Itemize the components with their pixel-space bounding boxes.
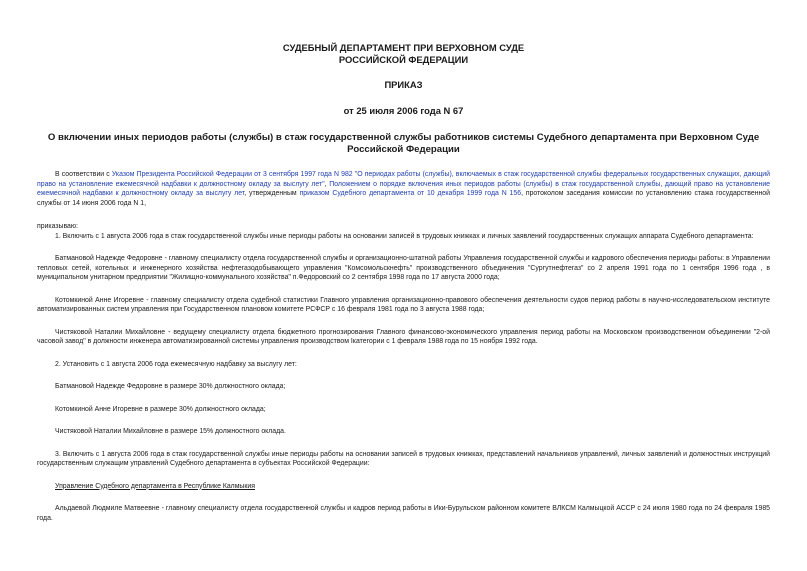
preamble-text-2: , [324, 180, 330, 188]
department-order-link[interactable]: приказом Судебного департамента от 10 декабря 1999 года N 156 [299, 190, 522, 197]
preamble-text-3: , утвержденным [244, 190, 300, 197]
bonus-kotomkina: Котомкиной Анне Игоревне в размере 30% должностного оклада; [55, 405, 266, 413]
order-heading: ПРИКАЗ [384, 79, 423, 90]
decree-link[interactable]: Указом Президента Российской Федерации от 3 сентября 1997 года N 982 [111, 171, 353, 178]
paragraph-chistyakova: Чистяковой Наталии Михайловне - ведущему специалисту отдела бюджетного прогнозирования Главного финансово-экономического управления период работы на Московском производственном объединении "2-ой часовой завод" в должности инженера автоматизированной системы управления производством Iкатегории с 1 февраля 1988 года по 15 ноября 1992 года. [37, 328, 770, 345]
paragraph-2: 2. Установить с 1 августа 2006 года ежемесячную надбавку за выслугу лет: [55, 360, 297, 368]
document-page [37, 42, 770, 523]
bonus-chistyakova: Чистяковой Наталии Михайловне в размере 15% должностного оклада. [55, 428, 286, 435]
department-name-line2: РОССИЙСКОЙ ФЕДЕРАЦИИ [338, 53, 469, 65]
bonus-batmanova: Батмановой Надежде Федоровне в размере 30% должностного оклада; [55, 383, 286, 390]
decree-title-link[interactable]: "О периодах работы (службы), включаемых в стаж государственной службы федеральных государственных служащих, дающий право на установление ежемесячной надбавки к должностному окладу за выслугу лет" [37, 171, 770, 188]
subheading-text: Управление Судебного департамента в Республике Калмыкия [55, 482, 255, 490]
order-date: от 25 июля 2006 года N 67 [343, 104, 464, 116]
subheading-kalmykia [37, 482, 770, 492]
paragraph-1: 1. Включить с 1 августа 2006 года в стаж государственной службы иные периоды работы на основании записей в трудовых книжках и личных заявлений государственных служащих аппарата Судебного департамента: [55, 232, 754, 240]
regulation-link[interactable]: Положением о порядке включения иных периодов работы (службы) в стаж государственной службы, дающий право на установление ежемесячной надбавки к должностному окладу за выслугу лет [37, 180, 770, 197]
paragraph-3: 3. Включить с 1 августа 2006 года в стаж государственной службы иные периоды работы на основании записей в трудовых книжках, представлений начальников управлений, личных заявлений и должностных инструкций государственным служащим управлений Судебного департамента в субъектах Российской Федерации: [37, 450, 770, 467]
department-name-line1: СУДЕБНЫЙ ДЕПАРТАМЕНТ ПРИ ВЕРХОВНОМ СУДЕ [282, 42, 525, 53]
paragraph-kotomkina: Котомкиной Анне Игоревне - главному специалисту отдела судебной статистики Главного управления организационно-правового обеспечения деятельности судов период работы в научно-исследовательском институте автоматизированных систем управления при Государственном плановом комитете РСФСР с 16 февраля 1981 года по 3 августа 1988 года; [37, 296, 770, 313]
paragraph-aldaeva: Альдаевой Людмиле Матвеевне - главному специалисту отдела государственной службы и кадров период работы в Ики-Бурульском районном комитете ВЛКСМ Калмыцкой АССР с 24 июля 1980 года по 24 февраля 1985 года. [37, 505, 770, 522]
document-title: О включении иных периодов работы (службы) в стаж государственной службы работников системы Судебного департамента при Верховном Суде Российской Федерации [47, 132, 760, 155]
preamble-text-1: В соответствии с [55, 171, 112, 178]
orders-word: приказываю: [37, 223, 78, 230]
preamble-paragraph [37, 170, 770, 208]
paragraph-batmanova: Батмановой Надежде Федоровне - главному специалисту отдела государственной службы и организационно-штатной работы Управления государственной службы и кадрового обеспечения периоды работы: в Управлении тепловых сетей, котельных и инженерного хозяйства нефтегазодобывающего управления "Комсомольскнефть" производственного объединения "Сургутнефтегаз" со 2 апреля 1991 года по 1 сентября 1996 года , в муниципальном унитарном предприятии "Жилищно-коммунального хозяйства" п.Федоровский со 2 сентября 1998 года по 17 августа 2000 года; [37, 255, 770, 281]
preamble-text-4: , протоколом заседания комиссии по установлению стажа государственной службы от 14 июня 2006 года N 1, [37, 190, 770, 207]
